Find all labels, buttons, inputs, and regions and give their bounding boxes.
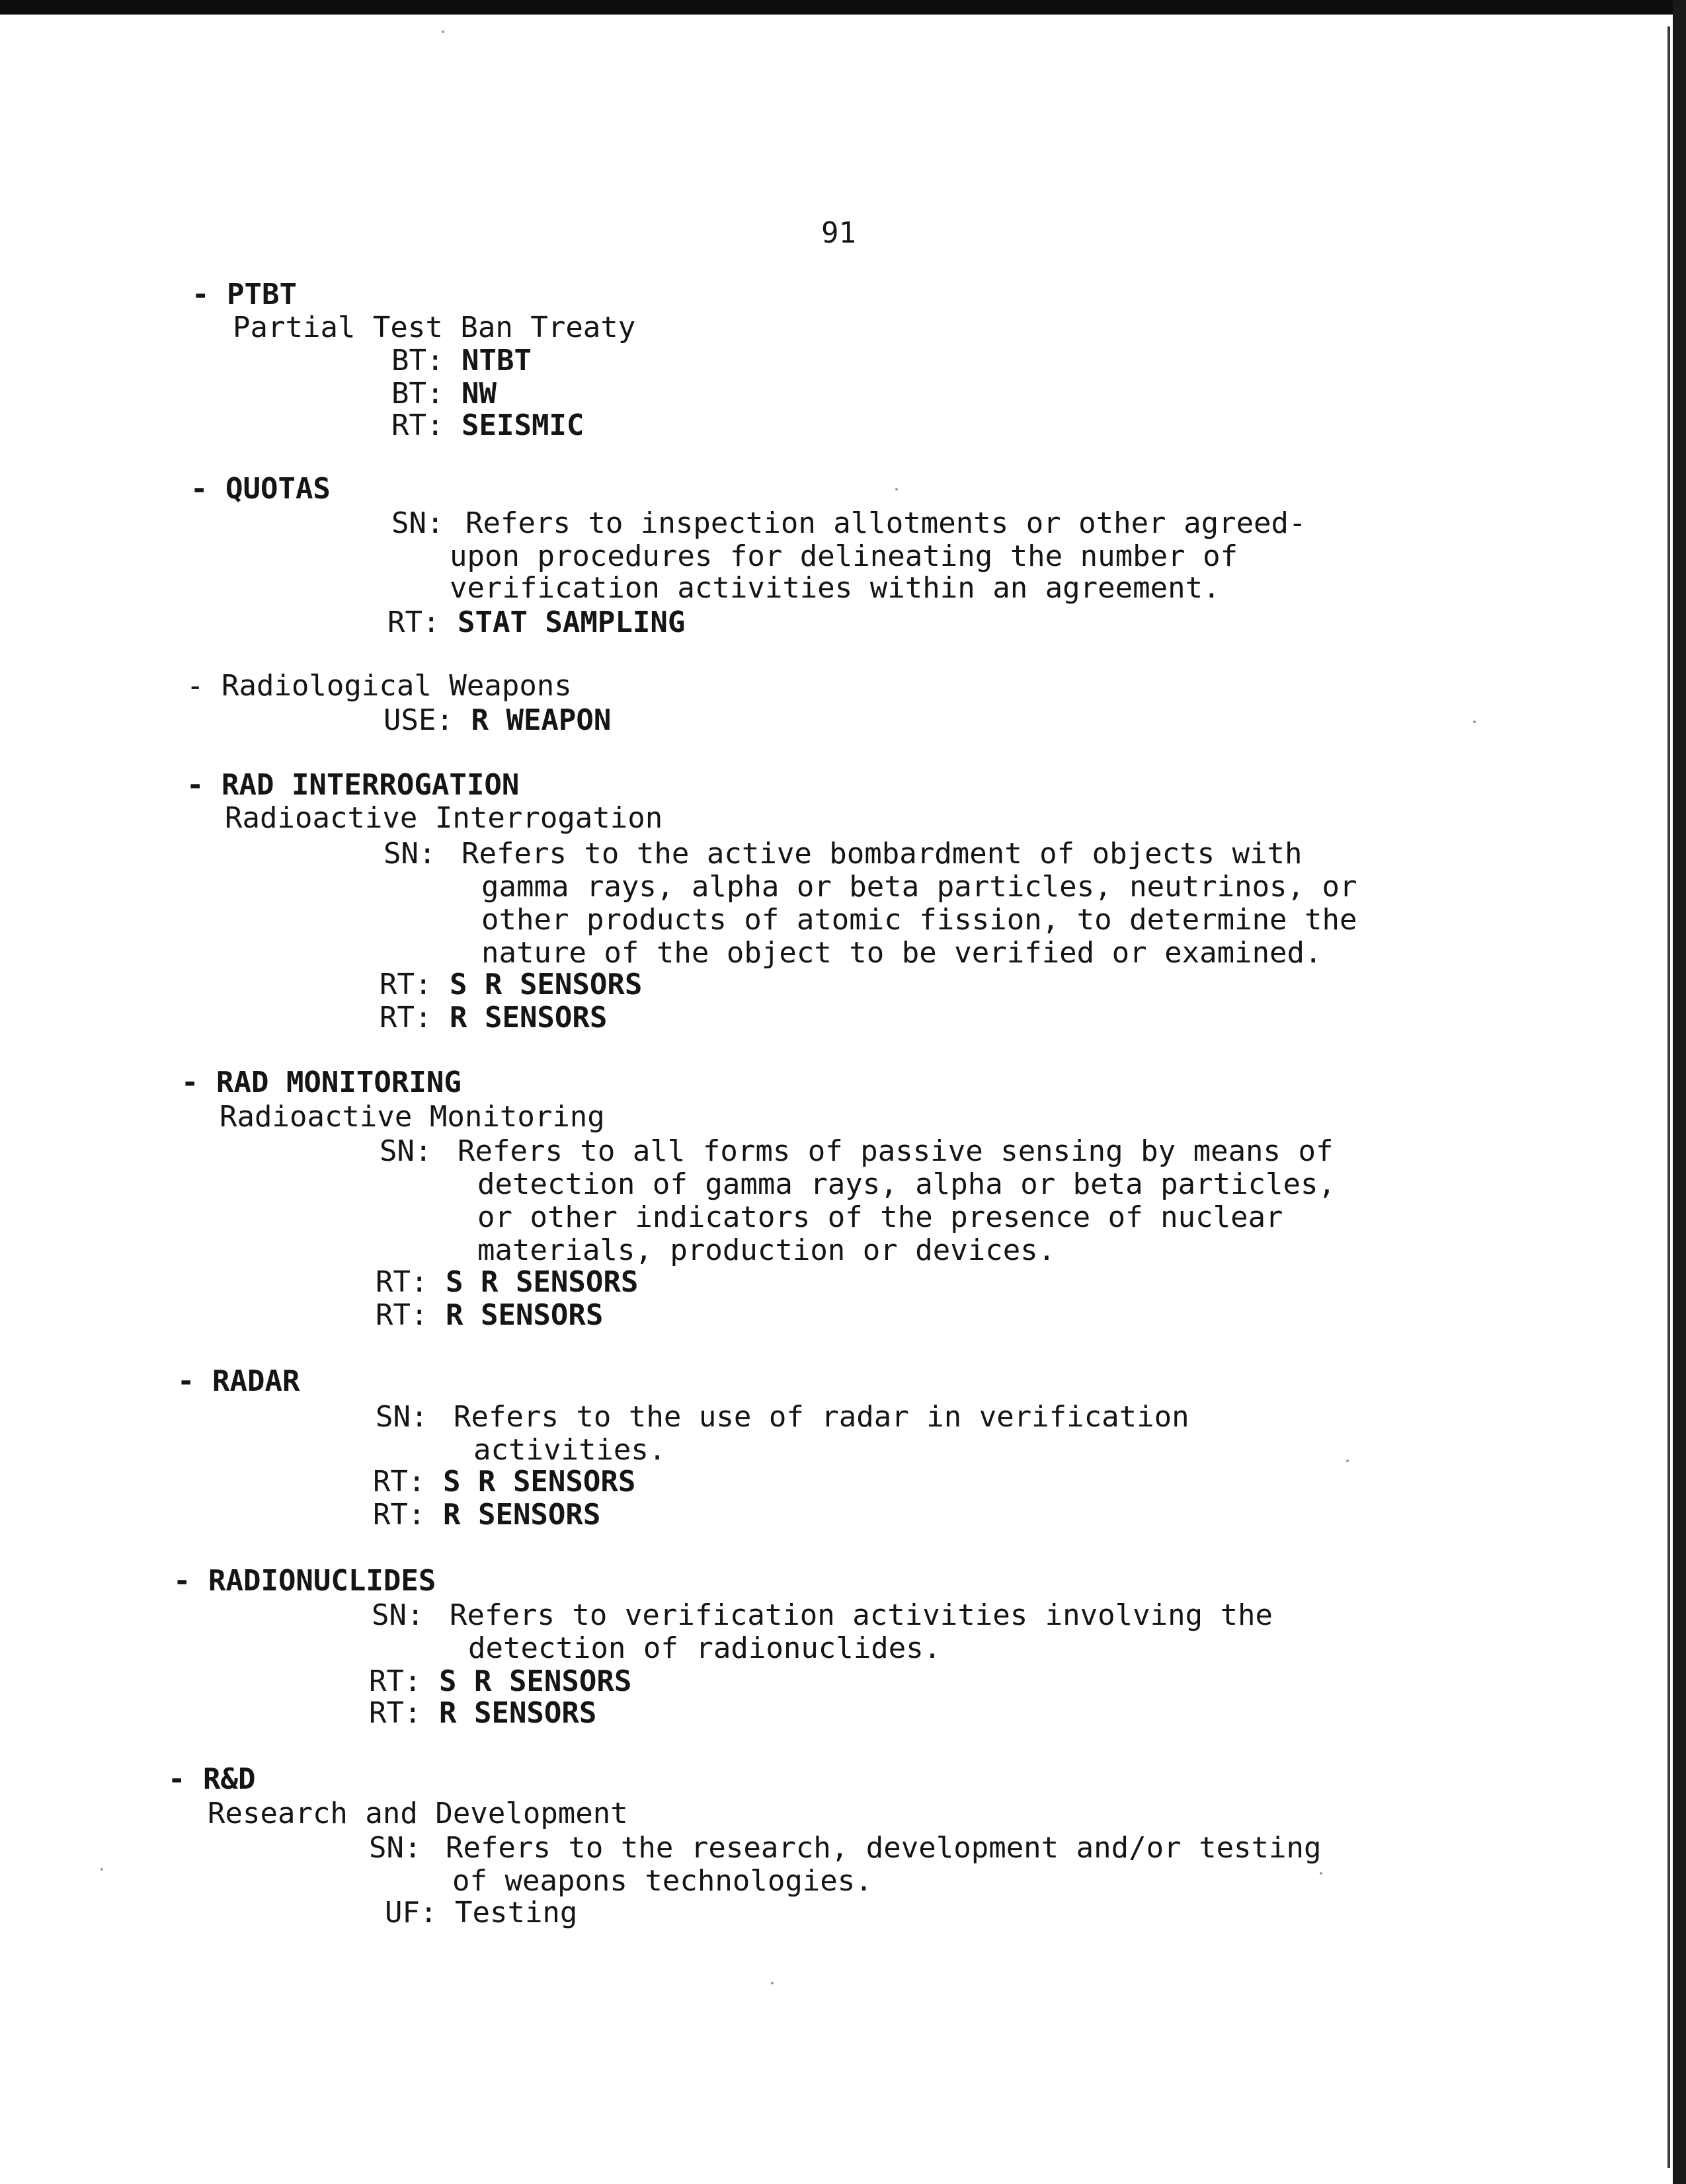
scope-note-label: SN: bbox=[369, 1831, 422, 1865]
scope-note-line: other products of atomic fission, to determine the bbox=[481, 903, 1357, 937]
cross-reference bbox=[380, 968, 642, 1002]
reference-term: S R SENSORS bbox=[442, 1465, 636, 1499]
reference-type: RT: bbox=[387, 605, 440, 639]
cross-reference bbox=[369, 1664, 631, 1699]
scope-note-label: SN: bbox=[391, 506, 444, 540]
scope-note-line: detection of radionuclides. bbox=[468, 1631, 942, 1665]
scope-note-line: Refers to the active bombardment of objects with bbox=[462, 837, 1303, 871]
cross-reference bbox=[391, 377, 497, 411]
entry-term: - QUOTAS bbox=[190, 472, 331, 506]
reference-type: UF: bbox=[385, 1896, 438, 1930]
scope-note-line: gamma rays, alpha or beta particles, neutrinos, or bbox=[481, 870, 1357, 904]
scope-note-line: or other indicators of the presence of nuclear bbox=[477, 1200, 1283, 1234]
scope-note-line: Refers to verification activities involving the bbox=[450, 1598, 1273, 1632]
entry-term: - RAD INTERROGATION bbox=[186, 768, 520, 802]
reference-type: BT: bbox=[391, 377, 444, 410]
scope-note-line: upon procedures for delineating the number of bbox=[450, 539, 1238, 573]
cross-reference bbox=[369, 1696, 596, 1731]
scope-note-label: SN: bbox=[383, 837, 436, 871]
reference-term: STAT SAMPLING bbox=[457, 605, 686, 639]
reference-term: R SENSORS bbox=[449, 1001, 608, 1034]
reference-term: R WEAPON bbox=[471, 703, 612, 737]
entry-term: - RADAR bbox=[177, 1364, 300, 1398]
reference-type: BT: bbox=[391, 344, 444, 377]
reference-type: USE: bbox=[383, 703, 454, 737]
scope-note-line: activities. bbox=[473, 1433, 666, 1467]
scope-note-line: Refers to the research, development and/or testing bbox=[446, 1831, 1322, 1865]
reference-type: RT: bbox=[369, 1664, 422, 1698]
reference-term: SEISMIC bbox=[461, 409, 584, 442]
reference-type: RT: bbox=[391, 409, 444, 442]
reference-term: S R SENSORS bbox=[445, 1265, 639, 1299]
reference-term: R SENSORS bbox=[442, 1498, 601, 1532]
entry-term: - Radiological Weapons bbox=[186, 669, 572, 703]
reference-term: NTBT bbox=[461, 344, 532, 377]
cross-reference bbox=[385, 1896, 577, 1930]
scope-note-label: SN: bbox=[372, 1598, 424, 1632]
scope-note-line: nature of the object to be verified or examined. bbox=[481, 936, 1322, 970]
scope-note-label: SN: bbox=[376, 1400, 428, 1434]
cross-reference bbox=[373, 1465, 635, 1499]
reference-term: R SENSORS bbox=[438, 1696, 597, 1730]
scope-note-line: Refers to the use of radar in verification bbox=[454, 1400, 1189, 1434]
entry-term: - PTBT bbox=[192, 278, 297, 311]
reference-term: NW bbox=[461, 377, 497, 410]
page-number: 91 bbox=[821, 216, 856, 250]
reference-term: S R SENSORS bbox=[438, 1664, 632, 1698]
entry-full-name: Radioactive Interrogation bbox=[225, 801, 663, 835]
cross-reference bbox=[376, 1298, 603, 1333]
scope-note-line: of weapons technologies. bbox=[452, 1864, 873, 1898]
cross-reference bbox=[373, 1498, 600, 1532]
cross-reference bbox=[383, 703, 611, 738]
scope-note-line: verification activities within an agreement. bbox=[450, 571, 1221, 605]
cross-reference bbox=[380, 1001, 607, 1035]
reference-term: R SENSORS bbox=[445, 1298, 604, 1332]
cross-reference bbox=[391, 409, 584, 443]
cross-reference bbox=[376, 1265, 638, 1300]
reference-type: RT: bbox=[380, 1001, 432, 1034]
scope-note-line: detection of gamma rays, alpha or beta particles, bbox=[477, 1167, 1336, 1201]
entry-full-name: Research and Development bbox=[208, 1797, 628, 1830]
entry-term: - R&D bbox=[168, 1762, 256, 1796]
reference-term: S R SENSORS bbox=[449, 968, 643, 1001]
reference-term: Testing bbox=[454, 1896, 578, 1930]
reference-type: RT: bbox=[380, 968, 432, 1001]
scope-note-line: Refers to inspection allotments or other agreed- bbox=[465, 506, 1306, 540]
entry-term: - RAD MONITORING bbox=[181, 1066, 462, 1099]
reference-type: RT: bbox=[376, 1265, 428, 1299]
scope-note-line: Refers to all forms of passive sensing by means of bbox=[458, 1134, 1334, 1168]
scope-note-label: SN: bbox=[380, 1134, 432, 1168]
entry-full-name: Radioactive Monitoring bbox=[220, 1100, 605, 1134]
scope-note-line: materials, production or devices. bbox=[477, 1233, 1056, 1267]
cross-reference bbox=[387, 605, 685, 640]
reference-type: RT: bbox=[369, 1696, 422, 1730]
reference-type: RT: bbox=[373, 1465, 426, 1499]
cross-reference bbox=[391, 344, 532, 378]
reference-type: RT: bbox=[376, 1298, 428, 1332]
entry-full-name: Partial Test Ban Treaty bbox=[233, 311, 636, 344]
reference-type: RT: bbox=[373, 1498, 426, 1532]
entry-term: - RADIONUCLIDES bbox=[173, 1564, 436, 1598]
